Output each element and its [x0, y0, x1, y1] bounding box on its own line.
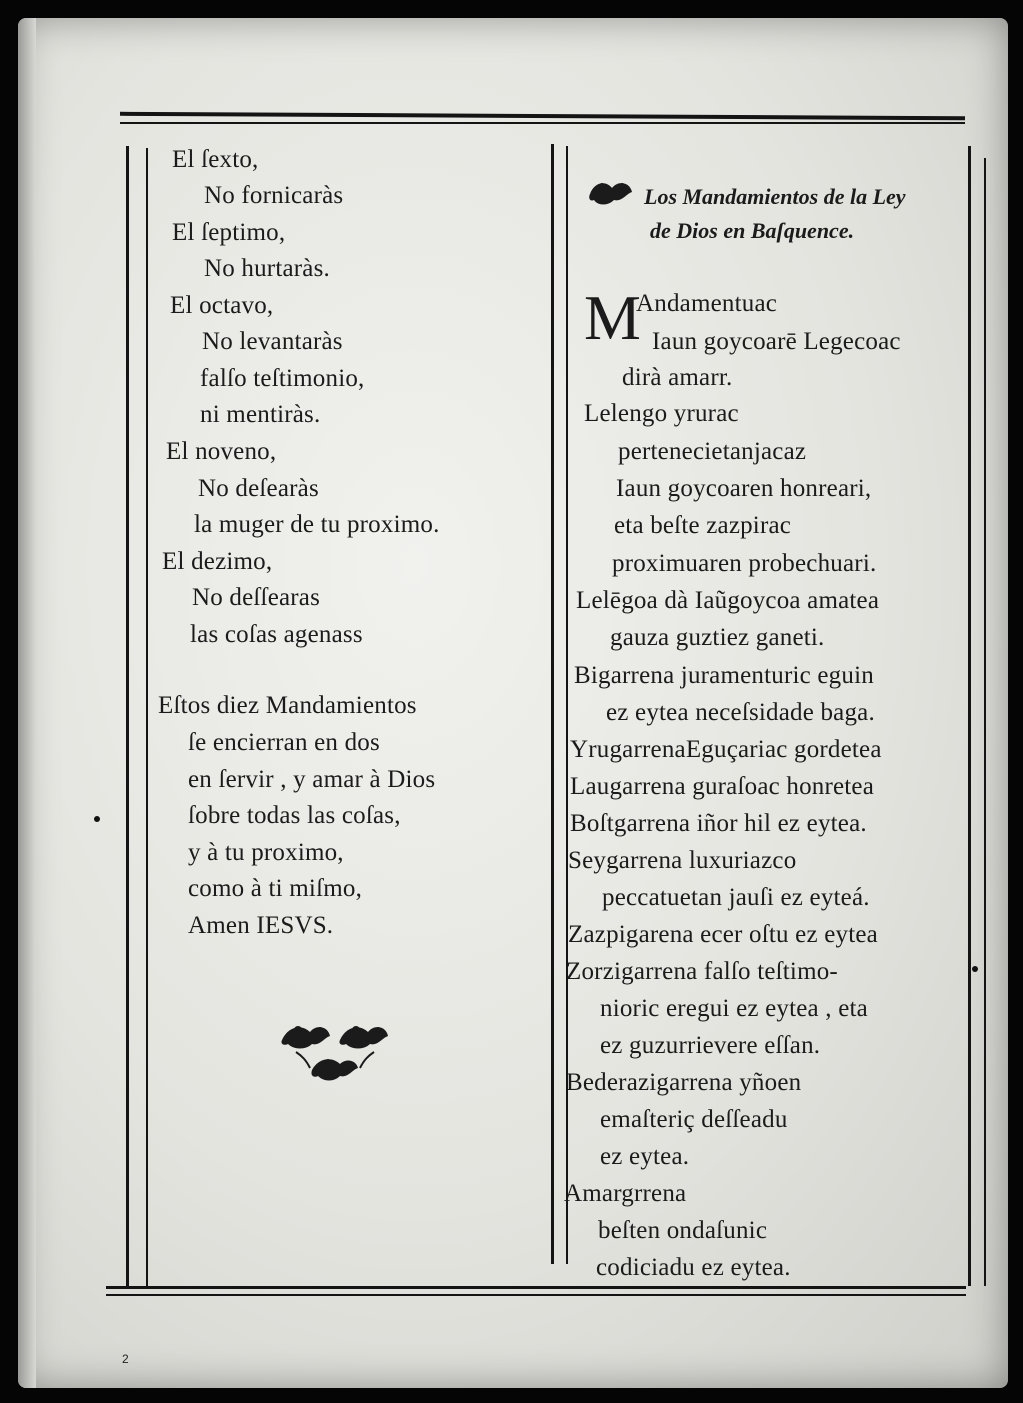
- text-line: No fornicaràs: [204, 182, 344, 209]
- text-line: beſten ondaſunic: [598, 1217, 768, 1244]
- text-line: proximuaren probechuari.: [612, 550, 877, 577]
- text-line: gauza guztiez ganeti.: [610, 624, 825, 651]
- text-line: Boſtgarrena iñor hil ez eytea.: [570, 810, 867, 837]
- text-line: ez eytea neceſsidade baga.: [606, 699, 875, 726]
- section-heading: Los Mandamientos de la Ley: [644, 184, 906, 209]
- bottom-rule: [106, 1286, 966, 1289]
- text-line: Zorzigarrena falſo teſtimo-: [566, 958, 838, 985]
- right-frame-rule: [968, 146, 971, 1286]
- text-line: Iaun goycoaren honreari,: [616, 475, 872, 502]
- text-line: Zazpigarena ecer oſtu ez eytea: [568, 921, 878, 948]
- text-line: No hurtaràs.: [204, 255, 330, 282]
- text-line: dirà amarr.: [622, 364, 733, 391]
- text-line: ſobre todas las coſas,: [188, 802, 401, 829]
- ink-speck: [972, 966, 978, 972]
- text-line: eta beſte zazpirac: [614, 512, 792, 539]
- fleuron-cluster-icon: [276, 1016, 394, 1090]
- text-line: El noveno,: [166, 438, 277, 465]
- text-line: pertenecietanjacaz: [618, 438, 807, 465]
- text-line: peccatuetan jauſi ez eyteá.: [602, 884, 870, 911]
- text-line: Lelengo yrurac: [584, 400, 739, 427]
- text-line: Seygarrena luxuriazco: [568, 847, 797, 874]
- text-line: Andamentuac: [636, 290, 778, 317]
- page-mark: 2: [122, 1352, 129, 1366]
- text-line: El dezimo,: [162, 548, 273, 575]
- text-line: El octavo,: [170, 292, 274, 319]
- text-line: ez eytea.: [600, 1143, 690, 1170]
- top-rule-thin: [120, 122, 965, 124]
- left-frame-rule-inner: [146, 148, 148, 1286]
- book-page: [18, 18, 1008, 1388]
- text-line: YrugarrenaEguçariac gordetea: [570, 736, 882, 763]
- center-rule-left: [551, 144, 554, 1264]
- text-line: Amargrrena: [564, 1180, 687, 1207]
- text-line: No levantaràs: [202, 328, 343, 355]
- text-line: Bederazigarrena yñoen: [566, 1069, 802, 1096]
- text-line: Amen IESVS.: [188, 912, 334, 939]
- bottom-rule-thin: [106, 1294, 966, 1296]
- text-line: las coſas agenass: [190, 621, 363, 648]
- text-line: Eſtos diez Mandamientos: [158, 692, 417, 719]
- text-line: No deſſearas: [192, 584, 321, 611]
- text-line: Bigarrena juramenturic eguin: [574, 662, 874, 689]
- text-line: falſo teſtimonio,: [200, 365, 365, 392]
- text-line: El ſexto,: [172, 146, 259, 173]
- ink-speck: [94, 816, 100, 822]
- text-line: ſe encierran en dos: [188, 729, 380, 756]
- text-line: Iaun goycoarē Legecoac: [652, 328, 901, 355]
- right-frame-rule-outer: [984, 158, 986, 1286]
- text-line: y à tu proximo,: [188, 839, 344, 866]
- drop-cap: M: [584, 282, 641, 353]
- text-line: No deſearàs: [198, 475, 319, 502]
- text-line: Lelēgoa dà Iaũgoycoa amatea: [576, 587, 880, 614]
- text-line: emaſteriç deſſeadu: [600, 1106, 788, 1133]
- text-line: codiciadu ez eytea.: [596, 1254, 791, 1281]
- text-line: ni mentiràs.: [200, 401, 321, 428]
- text-line: El ſeptimo,: [172, 219, 286, 246]
- text-line: la muger de tu proximo.: [194, 511, 440, 538]
- text-line: en ſervir , y amar à Dios: [188, 766, 436, 793]
- page-spine: [18, 18, 36, 1388]
- top-rule: [120, 112, 965, 120]
- left-frame-rule: [126, 146, 129, 1286]
- text-line: nioric eregui ez eytea , eta: [600, 995, 868, 1022]
- fleuron-icon: [586, 176, 636, 210]
- text-line: ez guzurrievere eſſan.: [600, 1032, 821, 1059]
- section-heading: de Dios en Baſquence.: [650, 218, 855, 243]
- text-line: como à ti miſmo,: [188, 875, 363, 902]
- text-line: Laugarrena guraſoac honretea: [570, 773, 875, 800]
